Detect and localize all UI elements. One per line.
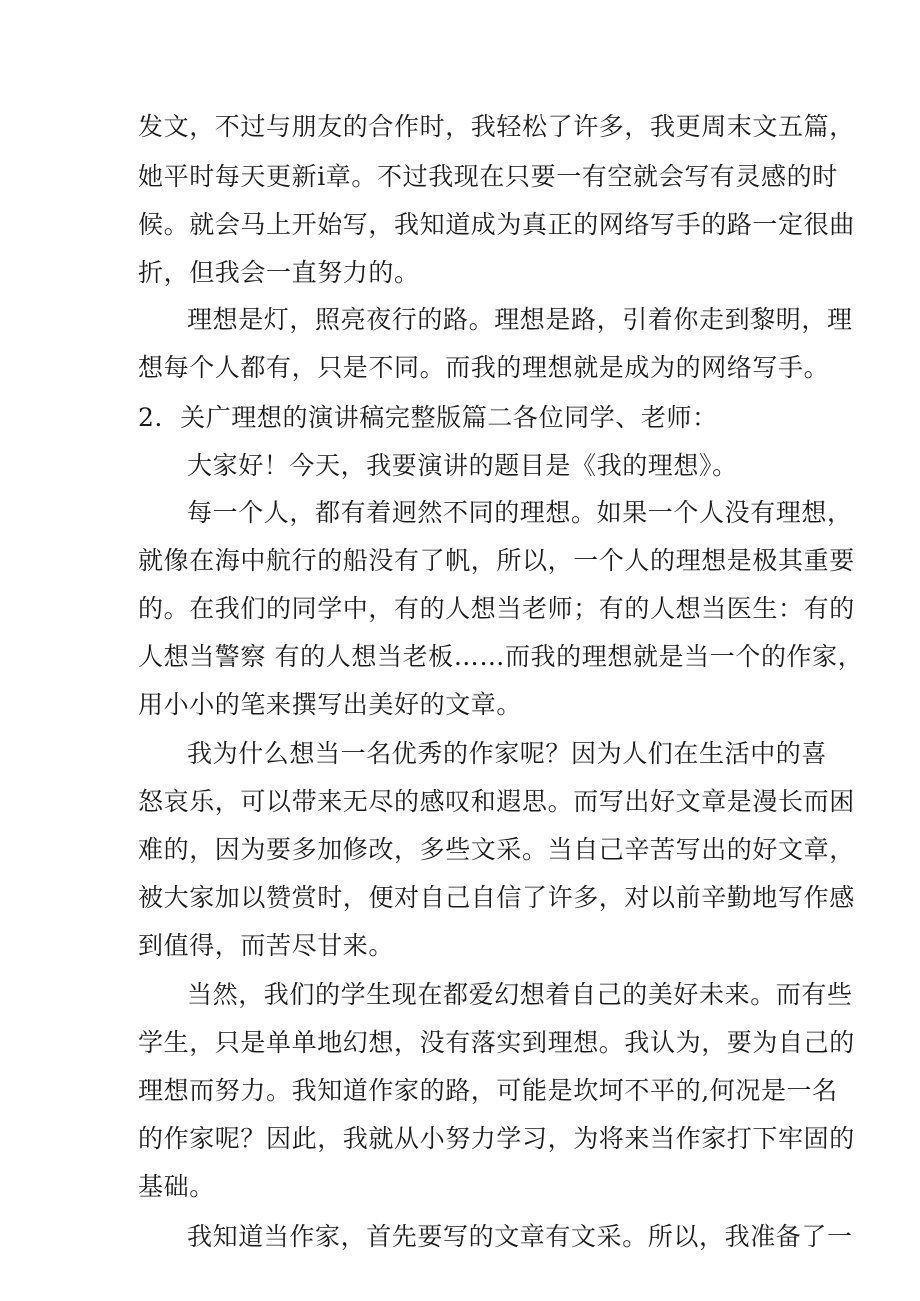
paragraph-line: 的作家呢？因此，我就从小努力学习，为将来当作家打下牢固的 (138, 1124, 855, 1153)
paragraph-line: 基础。 (138, 1172, 215, 1201)
paragraph-line: 怒哀乐，可以带来无尽的感叹和遐思。而写出好文章是漫长而困 (138, 787, 855, 816)
paragraph-line: 我为什么想当一名优秀的作家呢？因为人们在生活中的喜 (187, 739, 828, 768)
paragraph-line: 想每个人都有，只是不同。而我的理想就是成为的网络写手。 (138, 353, 830, 382)
section-heading: 2．关广理想的演讲稿完整版篇二各位同学、老师： (138, 403, 718, 432)
paragraph-line: 的。在我们的同学中，有的人想当老师；有的人想当医生：有的 (138, 594, 855, 623)
paragraph-line: 她平时每天更新i章。不过我现在只要一有空就会写有灵感的时 (138, 162, 838, 191)
paragraph-line: 大家好！今天，我要演讲的题目是《我的理想》。 (187, 451, 738, 480)
paragraph-line: 用小小的笔来撰写出美好的文章。 (138, 690, 523, 719)
paragraph-line: 每一个人，都有着迥然不同的理想。如果一个人没有理想， (187, 498, 853, 527)
paragraph-line: 候。就会马上开始写，我知道成为真正的网络写手的路一定很曲 (138, 210, 855, 239)
paragraph-line: 人想当警察 有的人想当老板……而我的理想就是当一个的作家， (138, 642, 864, 671)
paragraph-line: 被大家加以赞赏时，便对自己自信了许多，对以前辛勤地写作感 (138, 883, 855, 912)
paragraph-line: 到值得，而苦尽甘来。 (138, 931, 395, 960)
paragraph-line: 就像在海中航行的船没有了帆，所以，一个人的理想是极其重要 (138, 546, 855, 575)
paragraph-line: 我知道当作家，首先要写的文章有文采。所以，我准备了一 (187, 1222, 853, 1251)
paragraph-line: 难的，因为要多加修改，多些文采。当自己辛苦写出的好文章， (138, 835, 855, 864)
paragraph-line: 折，但我会一直努力的。 (138, 258, 420, 287)
paragraph-line: 学生，只是单单地幻想，没有落实到理想。我认为，要为自己的 (138, 1028, 855, 1057)
paragraph-line: 发文，不过与朋友的合作时，我轻松了许多，我更周末文五篇， (138, 112, 855, 141)
paragraph-line: 理想而努力。我知道作家的路，可能是坎坷不平的,何况是一名 (138, 1076, 838, 1105)
paragraph-line: 理想是灯，照亮夜行的路。理想是路，引着你走到黎明，理 (187, 305, 853, 334)
paragraph-line: 当然，我们的学生现在都爱幻想着自己的美好未来。而有些 (187, 980, 853, 1009)
